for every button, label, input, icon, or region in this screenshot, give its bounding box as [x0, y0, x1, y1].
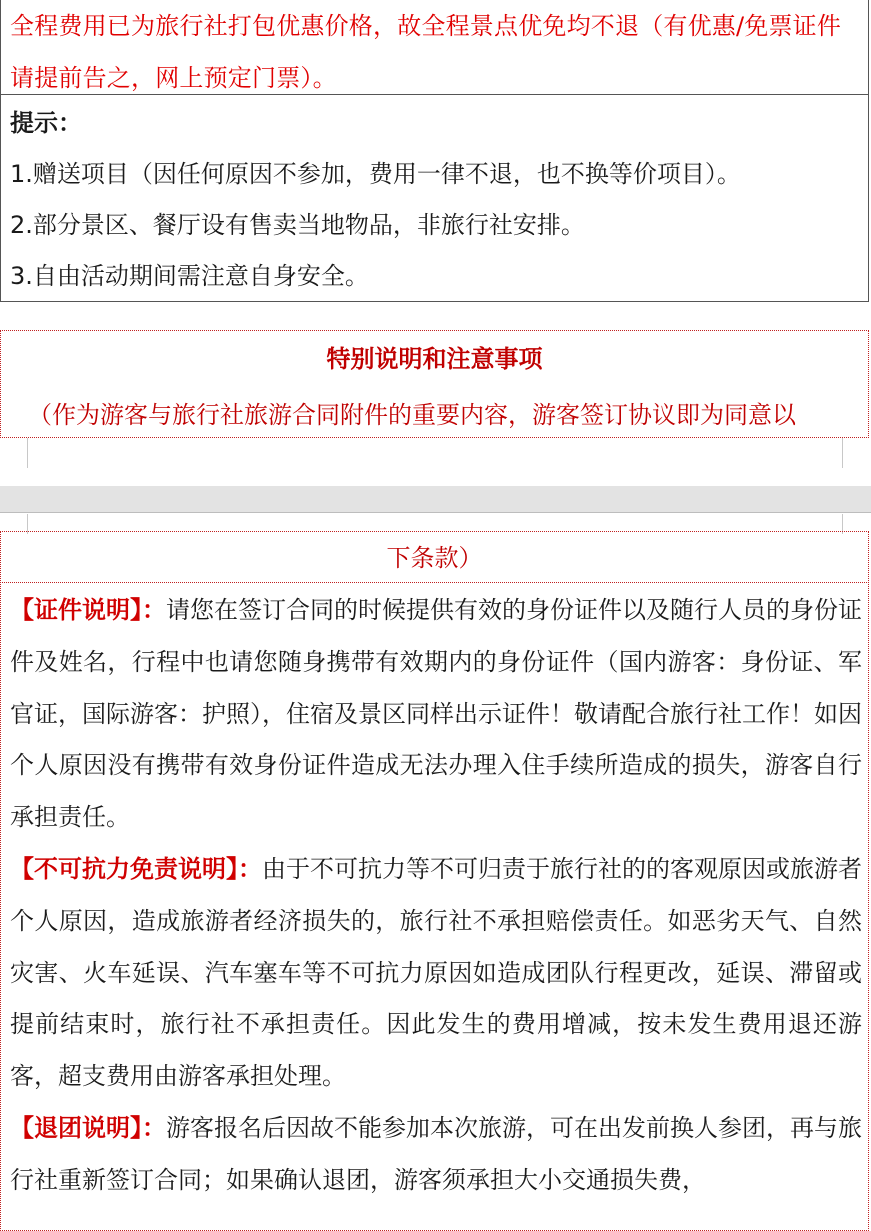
tips-item: 1.赠送项目（因任何原因不参加，费用一律不退，也不换等价项目）。: [10, 160, 741, 188]
page-break: [0, 486, 871, 512]
margin-guide: [842, 438, 843, 468]
divider: [0, 94, 869, 95]
term-force-majeure: [10, 844, 862, 1103]
term-label: 【退团说明】：: [10, 1113, 166, 1142]
term-id-documents: [10, 585, 862, 844]
term-text: 游客报名后因故不能参加本次旅游，可在出发前换人参团，再与旅行社重新签订合同；如果确认退团，游客须承担大小交通损失费，: [10, 1113, 862, 1194]
term-label: 【不可抗力免责说明】：: [10, 854, 262, 883]
margin-guide: [27, 438, 28, 468]
tips-item: 3.自由活动期间需注意自身安全。: [10, 262, 369, 290]
term-text: 请您在签订合同的时候提供有效的身份证件以及随行人员的身份证件及姓名，行程中也请您随身携带有效期内的身份证件（国内游客：身份证、军官证，国际游客：护照），住宿及景区同样出示证件！敬请配合旅行社工作！如因个人原因没有携带有效身份证件造成无法办理入住手续所造成的损失，游客自行承担责任。: [10, 596, 862, 832]
term-label: 【证件说明】：: [10, 596, 166, 624]
special-notes-subtitle: （作为游客与旅行社旅游合同附件的重要内容，游客签订协议即为同意以: [28, 401, 796, 429]
tips-item: 2.部分景区、餐厅设有售卖当地物品，非旅行社安排。: [10, 211, 585, 239]
special-notes-title: 特别说明和注意事项: [326, 345, 543, 373]
term-text: 由于不可抗力等不可归责于旅行社的的客观原因或旅游者个人原因，造成旅游者经济损失的，旅行社不承担赔偿责任。如恶劣天气、自然灾害、火车延误、汽车塞车等不可抗力原因如造成团队行程更改，延误、滞留或提前结束时，旅行社不承担责任。因此发生的费用增减，按未发生费用退还游客，超支费用由游客承担处理。: [10, 854, 862, 1091]
refund-note: 全程费用已为旅行社打包优惠价格，故全程景点优免均不退（有优惠/免票证件请提前告之，网上预定门票）。: [10, 12, 842, 92]
term-cancellation: [10, 1103, 862, 1207]
page-edge: [0, 512, 871, 513]
tips-title: 提示：: [10, 109, 82, 137]
special-notes-subtitle-continued: 下条款）: [386, 544, 483, 572]
page-bottom-margin: [0, 438, 871, 486]
dotted-divider: [0, 582, 869, 583]
tips-section: [10, 98, 862, 302]
terms-list: [10, 585, 862, 1207]
